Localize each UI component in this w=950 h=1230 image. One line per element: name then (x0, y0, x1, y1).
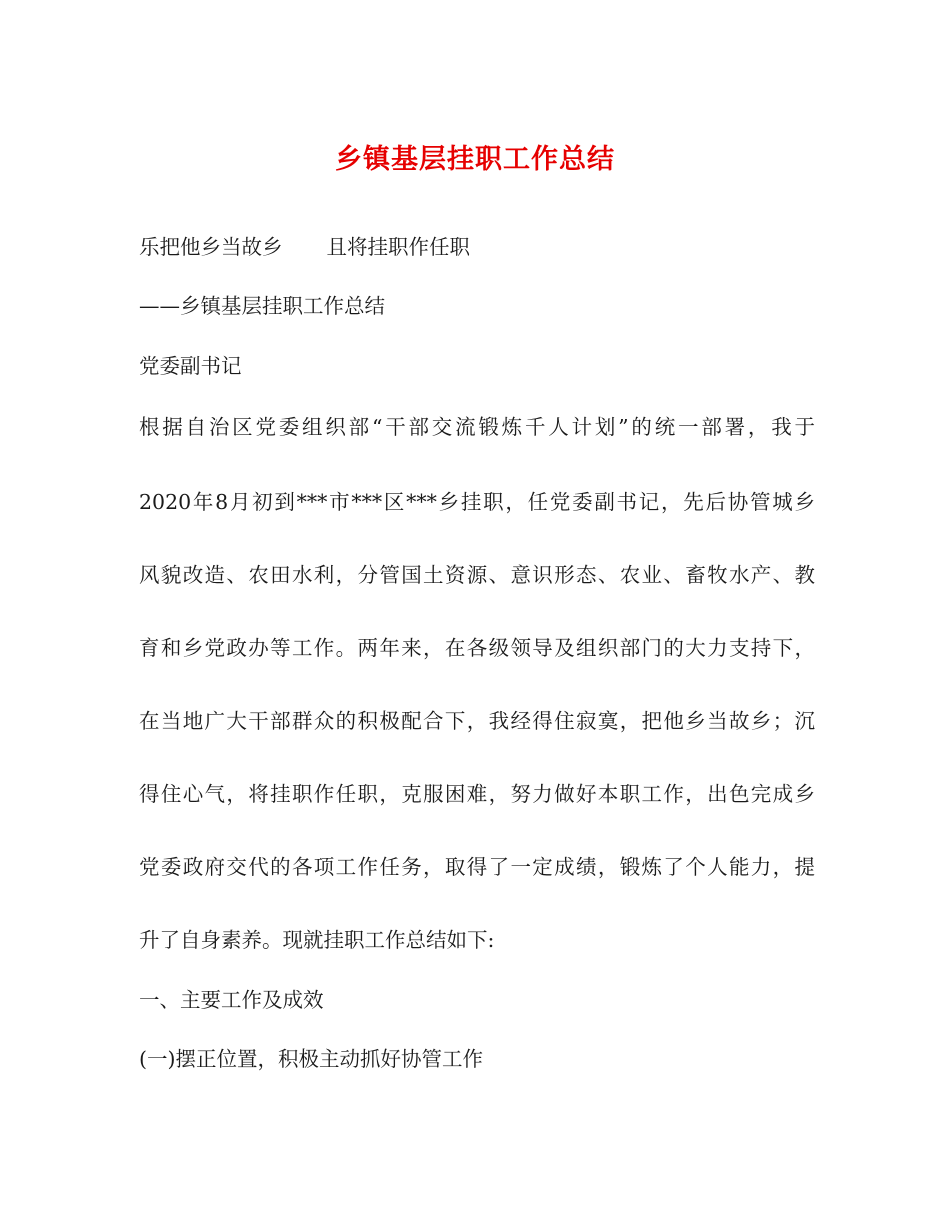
author-role: 党委副书记 (139, 354, 242, 378)
paragraph-line-last: 升了自身素养。现就挂职工作总结如下: (139, 928, 495, 952)
paragraph-line: 根据自治区党委组织部“干部交流锻炼千人计划”的统一部署，我于 (139, 415, 815, 439)
paragraph-line: 党委政府交代的各项工作任务，取得了一定成绩，锻炼了个人能力，提 (139, 855, 815, 879)
subtitle-line (139, 232, 470, 262)
paragraph-line: 在当地广大干部群众的积极配合下，我经得住寂寞，把他乡当故乡；沉 (139, 709, 815, 733)
subtitle-part1: 乐把他乡当故乡 (139, 235, 283, 259)
paragraph-line: 风貌改造、农田水利，分管国土资源、意识形态、农业、畜牧水产、教 (139, 563, 815, 587)
paragraph-line: 育和乡党政办等工作。两年来，在各级领导及组织部门的大力支持下， (139, 636, 815, 660)
section-heading: 一、主要工作及成效 (139, 988, 324, 1012)
subtitle-line-2: ——乡镇基层挂职工作总结 (139, 294, 385, 318)
document-title: 乡镇基层挂职工作总结 (335, 144, 615, 175)
paragraph-line: 2020年8月初到***市***区***乡挂职，任党委副书记，先后协管城乡 (139, 490, 815, 514)
subtitle-part2: 且将挂职作任职 (326, 235, 470, 259)
paragraph-line: 得住心气，将挂职作任职，克服困难，努力做好本职工作，出色完成乡 (139, 782, 815, 806)
subsection-heading: (一)摆正位置，积极主动抓好协管工作 (139, 1047, 483, 1071)
